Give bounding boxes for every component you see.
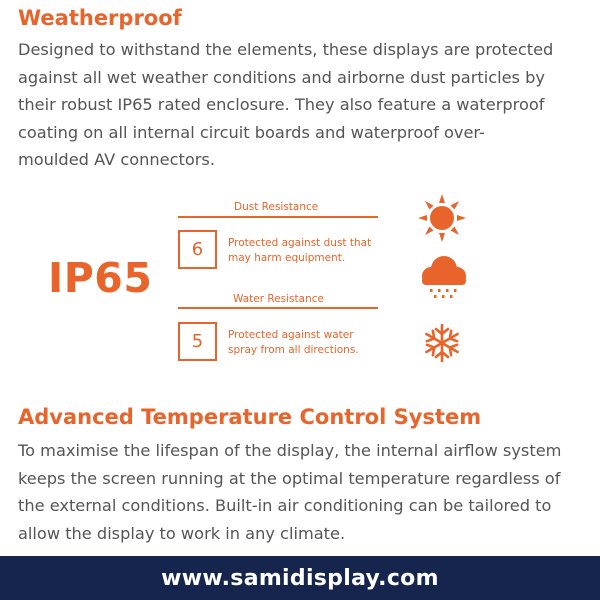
temperature-control-title: Advanced Temperature Control System [18,405,482,429]
water-description-line: spray from all directions. [228,343,359,356]
temperature-line: allow the display to work in any climate. [18,523,346,543]
rain-cloud-icon [416,254,470,304]
website-url[interactable]: www.samidisplay.com [161,565,439,591]
sun-icon [416,192,468,244]
temperature-control-paragraph [18,437,588,547]
water-description-line: Protected against water [228,329,354,341]
weatherproof-line: their robust IP65 rated enclosure. They also feature a waterproof [18,95,545,114]
water-divider [178,307,378,309]
weatherproof-title: Weatherproof [18,6,182,30]
dust-description-line: may harm equipment. [228,251,346,264]
ip-rating-code: IP65 [48,254,153,302]
temperature-line: To maximise the lifespan of the display, the internal airflow system [18,441,562,460]
temperature-line: the external conditions. Built-in air conditioning can be tailored to [18,496,552,515]
water-resistance-label: Water Resistance [233,293,324,305]
dust-divider [178,216,378,218]
dust-description-line: Protected against dust that [228,237,372,249]
snowflake-icon [420,321,464,365]
weatherproof-line: moulded AV connectors. [18,150,216,169]
weatherproof-line: coating on all internal circuit boards and waterproof over- [18,122,485,142]
water-description [228,328,359,357]
weatherproof-paragraph [18,36,588,174]
weatherproof-line: against all wet weather conditions and airborne dust particles by [18,67,545,87]
dust-resistance-label: Dust Resistance [234,201,319,213]
water-rating-number: 5 [178,322,217,361]
dust-description [228,236,371,265]
dust-rating-number: 6 [178,230,217,269]
temperature-line: keeps the screen running at the optimal temperature regardless of [18,468,561,488]
footer-banner [0,556,600,600]
weatherproof-line: Designed to withstand the elements, these displays are protected [18,40,554,59]
